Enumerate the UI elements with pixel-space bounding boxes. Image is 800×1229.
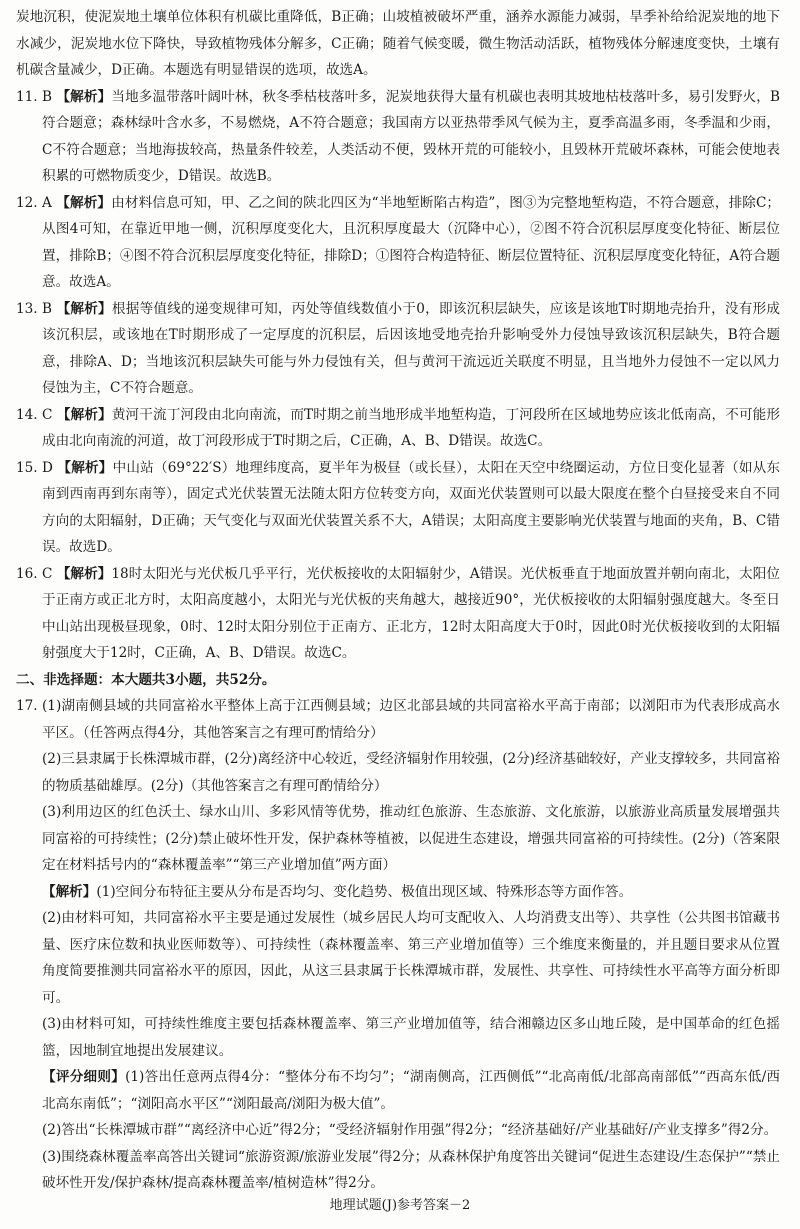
question-number: 16. (16, 565, 38, 582)
answer-text (42, 561, 780, 667)
q17-answer-part2: (2)三县隶属于长株潭城市群，(2分)离经济中心较近，受经济辐射作用较强，(2分)经济基础较好，产业支撑较多，共同富裕的物质基础雄厚。(2分)（其他答案言之有理可酌情给分） (42, 751, 780, 794)
answer-text (42, 190, 780, 296)
question-number: 13. (16, 300, 38, 317)
answer-item (16, 455, 780, 561)
answer-letter: B (42, 300, 52, 317)
analysis-tag: 【解析】 (57, 459, 113, 476)
continuation-paragraph: 炭地沉积，使泥炭地土壤单位体积有机碳比重降低，B正确；山坡植被破坏严重，涵养水源能力减弱，旱季补给给泥炭地的地下水减少，泥炭地水位下降快，导致植物残体分解多，C正确；随着气候变暖，微生物活动活跃，植物残体分解速度变快，土壤有机碳含量减少，D正确。本题选有明显错误的选项，故选A。 (16, 9, 780, 78)
q17-scoring-part1: 【评分细则】(1)答出任意两点得4分：“整体分布不均匀”；“湖南侧高，江西侧低”“北高南低/北部高南部低”“西高东低/西北高东南低”；“浏阳高水平区”“浏阳最高/浏阳为极大值”。 (42, 1069, 780, 1112)
q17-answer (16, 693, 780, 879)
answer-text (42, 84, 780, 190)
q17-answer-part1: (1)湖南侧县域的共同富裕水平整体上高于江西侧县域；边区北部县域的共同富裕水平高于南部；以浏阳市为代表形成高水平区。（任答两点得4分，其他答案言之有理可酌情给分） (42, 698, 780, 741)
q17-analysis (16, 879, 780, 1197)
answer-letter: A (42, 194, 52, 211)
answer-item (16, 296, 780, 402)
answer-text (42, 296, 780, 402)
analysis-text: 由材料信息可知，甲、乙之间的陕北四区为“半地堑断陷古构造”，图③为完整地堑构造，不符合题意，排除C；从图4可知，在靠近甲地一侧，沉积厚度变化大，且沉积厚度最大（沉降中心），②图不符合沉积层厚度变化特征、断层位置，排除B；④图不符合沉积层厚度变化特征，排除D；①图符合构造特征、断层位置特征、沉积层厚度变化特征，A符合题意。故选A。 (42, 194, 781, 290)
answer-letter: D (42, 459, 53, 476)
q17-analysis-part1: 【解析】(1)空间分布特征主要从分布是否均匀、变化趋势、极值出现区域、特殊形态等方面作答。 (42, 883, 633, 900)
analysis-text: 黄河干流丁河段由北向南流，而T时期之前当地形成半地堑构造，丁河段所在区域地势应该北低南高，不可能形成由北向南流的河道，故丁河段形成于T时期之后，C正确，A、B、D错误。故选C。 (42, 406, 780, 449)
q17-analysis-part2: (2)由材料可知，共同富裕水平主要是通过发展性（城乡居民人均可支配收入、人均消费支出等）、共享性（公共图书馆藏书量、医疗床位数和执业医师数等）、可持续性（森林覆盖率、第三产业增加值等）三个维度来衡量的，并且题目要求从位置角度简要推测共同富裕水平的原因，因此，从这三县隶属于长株潭城市群，发展性、共享性、可持续性水平高等方面分析即可。 (42, 910, 780, 1006)
q17-scoring-part2: (2)答出“长株潭城市群”“离经济中心近”得2分；“受经济辐射作用强”得2分；“经济基础好/产业基础好/产业支撑多”得2分。 (42, 1122, 778, 1138)
q17-answer-part3: (3)利用边区的红色沃土、绿水山川、多彩风情等优势，推动红色旅游、生态旅游、文化旅游，以旅游业高质量发展增强共同富裕的可持续性；(2分)禁止破坏性开发，保护森林等植被，以促进生态建设，增强共同富裕的可持续性。(2分)（答案限定在材料括号内的“森林覆盖率”“第三产业增加值”两方面） (42, 804, 780, 873)
question-number: 11. (16, 88, 38, 105)
answer-item (16, 402, 780, 455)
section-title: 二、非选择题：本大题共3小题，共52分。 (16, 671, 276, 688)
answer-letter: B (42, 88, 52, 105)
analysis-text: 18时太阳光与光伏板几乎平行，光伏板接收的太阳辐射少，A错误。光伏板垂直于地面放置并朝向南北，太阳位于正南方或正北方时，太阳高度越小，太阳光与光伏板的夹角越大，越接近90°，光伏板接收的太阳辐射强度越大。冬至日中山站出现极昼现象，0时、12时太阳分别位于正南方、正北方，12时太阳高度大于0时，因此0时光伏板接收到的太阳辐射强度大于12时，C正确，A、B、D错误。故选C。 (42, 565, 780, 661)
answer-item (16, 561, 780, 667)
analysis-text: 根据等值线的递变规律可知，丙处等值线数值小于0，即该沉积层缺失，应该是该地T时期地壳抬升，没有形成该沉积层，或该地在T时期形成了一定厚度的沉积层，后因该地受地壳抬升影响受外力侵蚀导致该沉积层缺失，B符合题意，排除A、D；当地该沉积层缺失可能与外力侵蚀有关，但与黄河干流远近关联度不明显，且当地外力侵蚀不一定以风力侵蚀为主，C不符合题意。 (42, 300, 781, 396)
question-number: 14. (16, 406, 38, 423)
question-number: 17. (16, 698, 38, 714)
analysis-text: 当地多温带落叶阔叶林，秋冬季枯枝落叶多，泥炭地获得大量有机碳也表明其坡地枯枝落叶多，易引发野火，B符合题意；森林绿叶含水多，不易燃烧，A不符合题意；我国南方以亚热带季风气候为主，夏季高温多雨，冬季温和少雨，C不符合题意；当地海拔较高，热量条件较差，人类活动不便，毁林开荒的可能较小，且毁林开荒破坏森林，可能会使地表积累的可燃物质变少，D错误。故选B。 (42, 88, 780, 184)
analysis-tag: 【解析】 (56, 300, 112, 317)
answer-text (42, 455, 780, 561)
scoring-tag: 【评分细则】 (42, 1069, 126, 1085)
answer-item (16, 190, 780, 296)
analysis-tag: 【解析】 (56, 565, 112, 582)
answer-item (16, 84, 780, 190)
answer-text (42, 402, 780, 455)
answer-letter: C (42, 406, 53, 423)
answer-list (16, 84, 780, 667)
analysis-tag: 【解析】 (42, 883, 97, 900)
analysis-tag: 【解析】 (56, 194, 112, 211)
answer-letter: C (42, 565, 53, 582)
question-number: 12. (16, 194, 38, 211)
page-footer: 地理试题(J)参考答案－2 (329, 1198, 471, 1213)
analysis-tag: 【解析】 (56, 88, 112, 105)
q17-analysis-part3: (3)由材料可知，可持续性维度主要包括森林覆盖率、第三产业增加值等，结合湘赣边区多山地丘陵，是中国革命的红色摇篮，因地制宜地提出发展建议。 (42, 1016, 780, 1059)
analysis-text: 中山站（69°22′S）地理纬度高，夏半年为极昼（或长昼），太阳在天空中绕圈运动，方位日变化显著（如从东南到西南再到东南等），固定式光伏装置无法随太阳方位转变方向，双面光伏装置则可以最大限度在整个白昼接受来自不同方向的太阳辐射，D正确；天气变化与双面光伏装置关系不大，A错误；太阳高度主要影响光伏装置与地面的夹角，B、C错误。故选D。 (42, 459, 780, 555)
q17-scoring-part3: (3)围绕森林覆盖率高答出关键词“旅游资源/旅游业发展”得2分；从森林保护角度答出关键词“促进生态建设/生态保护”“禁止破坏性开发/保护森林/提高森林覆盖率/植树造林”得2分。 (42, 1148, 780, 1191)
question-number: 15. (16, 459, 38, 476)
analysis-tag: 【解析】 (56, 406, 112, 423)
